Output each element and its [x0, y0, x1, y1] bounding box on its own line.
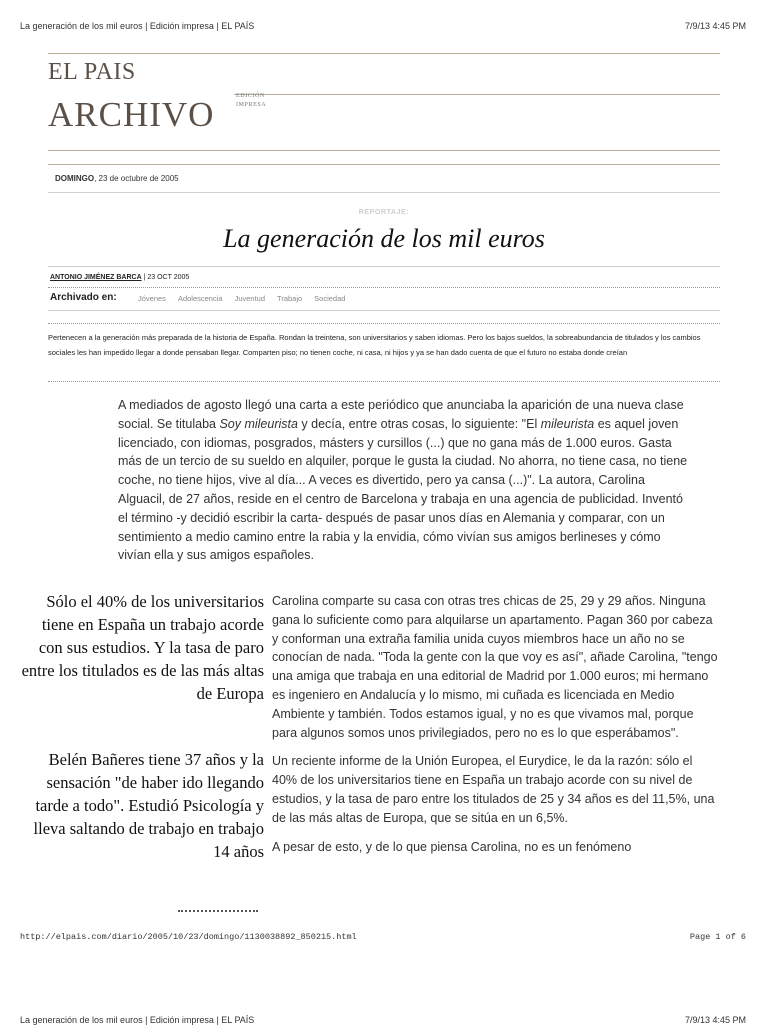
edition-label-line1: EDICIÓN	[236, 93, 265, 99]
date-top-rule	[48, 164, 720, 165]
tag-adolescencia[interactable]: Adolescencia	[177, 294, 223, 303]
author-top-rule	[48, 266, 720, 267]
date-bottom-rule	[48, 192, 720, 193]
byline	[50, 274, 189, 281]
body-column	[272, 592, 720, 912]
intro-text-1: A mediados de agosto llegó una carta a este periódico que anunciaba la aparición de una nueva clase social. Se titulaba	[118, 398, 684, 431]
masthead-edition-rule	[234, 94, 720, 95]
masthead-top-rule	[48, 53, 720, 54]
author-bottom-rule	[48, 287, 720, 288]
tag-list	[138, 294, 345, 303]
body-paragraph-1: Carolina comparte su casa con otras tres chicas de 25, 29 y 29 años. Ninguna gana lo suficiente como para alquilarse un apartamento. Pagan 360 por cabeza y conforman una extraña familia unida cuyos miembros hace un año no se conocían de nada. "Toda la gente con la que voy es así", añade Carolina, "tengo una amiga que trabaja en una editorial de Madrid por 1.000 euros; mi hermano es ingeniero en Andalucía y lo mismo, mi cuñada es licenciada en Medio Ambiente y también. Todos estamos igual, y no es que vivamos mal, porque para algunos somos unos privilegiados, pero no es lo que esperábamos".	[272, 594, 718, 740]
edition-date	[55, 174, 179, 183]
intro-text-2: y decía, entre otras cosas, lo siguiente: "El	[297, 416, 541, 431]
body-paragraph-2: Un reciente informe de la Unión Europea, el Eurydice, le da la razón: sólo el 40% de los universitarios tiene en España un trabajo acorde con su nivel de estudios, y la tasa de paro entre los titulados de 25 y 34 años es del 11,5%, una de las más altas de Europa, que se sitúa en un 6,5%.	[272, 754, 715, 825]
archivo-title[interactable]: ARCHIVO	[48, 95, 215, 134]
print-header-title: La generación de los mil euros | Edición impresa | EL PAÍS	[20, 21, 255, 31]
tag-jovenes[interactable]: Jóvenes	[138, 294, 166, 303]
lead-bottom-rule	[48, 381, 720, 382]
author-link[interactable]: ANTONIO JIMÉNEZ BARCA	[50, 274, 142, 281]
intro-emphasis-2: mileurista	[540, 416, 595, 431]
tags-bottom-rule	[48, 310, 720, 311]
next-page-header-datetime: 7/9/13 4:45 PM	[684, 1015, 746, 1025]
article-title: La generación de los mil euros	[223, 224, 545, 253]
print-footer-page: Page 1 of 6	[689, 932, 746, 942]
pull-quote-1: Sólo el 40% de los universitarios tiene en España un trabajo acorde con sus estudios. Y la tasa de paro entre los titulados es de las más altas de Europa	[21, 592, 264, 703]
body-paragraph-3: A pesar de esto, y de lo que piensa Carolina, no es un fenómeno	[272, 839, 632, 854]
tag-trabajo[interactable]: Trabajo	[277, 294, 303, 303]
article-lead: Pertenecen a la generación más preparada de la historia de España. Rondan la treintena, son universitarios y saben idiomas. Pero los bajos sueldos, la sobreabundancia de titulados y los cambios sociales les han impedido llegar a donde pensaban llegar. Comparten piso; no tienen coche, ni casa, ni hijos y ya se han dado cuenta de que el futuro no estaba donde creían	[48, 333, 701, 357]
masthead-bottom-rule	[48, 150, 720, 151]
pull-quote-2: Belén Bañeres tiene 37 años y la sensación "de haber ido llegando tarde a todo". Estudió Psicología y lleva saltando de trabajo en trabajo 14 años	[33, 750, 264, 861]
intro-emphasis-1: Soy mileurista	[219, 416, 298, 431]
article-kicker: REPORTAJE:	[358, 209, 410, 216]
print-footer-url[interactable]: http://elpais.com/diario/2005/10/23/domingo/1130038892_850215.html	[20, 932, 357, 942]
archived-label: Archivado en:	[50, 292, 117, 303]
tag-sociedad[interactable]: Sociedad	[314, 294, 346, 303]
tag-juventud[interactable]: Juventud	[234, 294, 266, 303]
author-date: | 23 OCT 2005	[143, 274, 190, 281]
edition-date-rest: , 23 de octubre de 2005	[94, 174, 179, 183]
edition-date-day: DOMINGO	[55, 174, 95, 183]
intro-text-3: es aquel joven licenciado, con idiomas, posgrados, másters y cursillos (...) que no gana más de 1.000 euros. Gasta más de un tercio de su sueldo en alquiler, porque le gusta la ciudad. No ahorra, no tiene casa, no tiene coche, no tiene hijos, vive al día... A veces es divertido, pero ya cansa (...)". La autora, Carolina Alguacil, de 27 años, reside en el centro de Barcelona y trabaja en una agencia de publicidad. Inventó el término -y decidió escribir la carta- después de pasar unos días en Alemania y comparar, con un sentimiento a medio camino entre la rabia y la envidia, cómo vivían sus amigos berlineses y cómo vivían ella y sus amigos españoles.	[118, 416, 688, 563]
elpais-logo[interactable]: EL PAIS	[48, 59, 136, 85]
edition-label	[236, 92, 266, 110]
print-header-datetime: 7/9/13 4:45 PM	[684, 21, 746, 31]
lead-top-rule	[48, 323, 720, 324]
pull-quote-3-fragment	[178, 910, 258, 913]
next-page-header-title: La generación de los mil euros | Edición impresa | EL PAÍS	[20, 1015, 255, 1025]
intro-paragraph	[118, 396, 688, 565]
edition-label-line2: IMPRESA	[236, 102, 267, 108]
